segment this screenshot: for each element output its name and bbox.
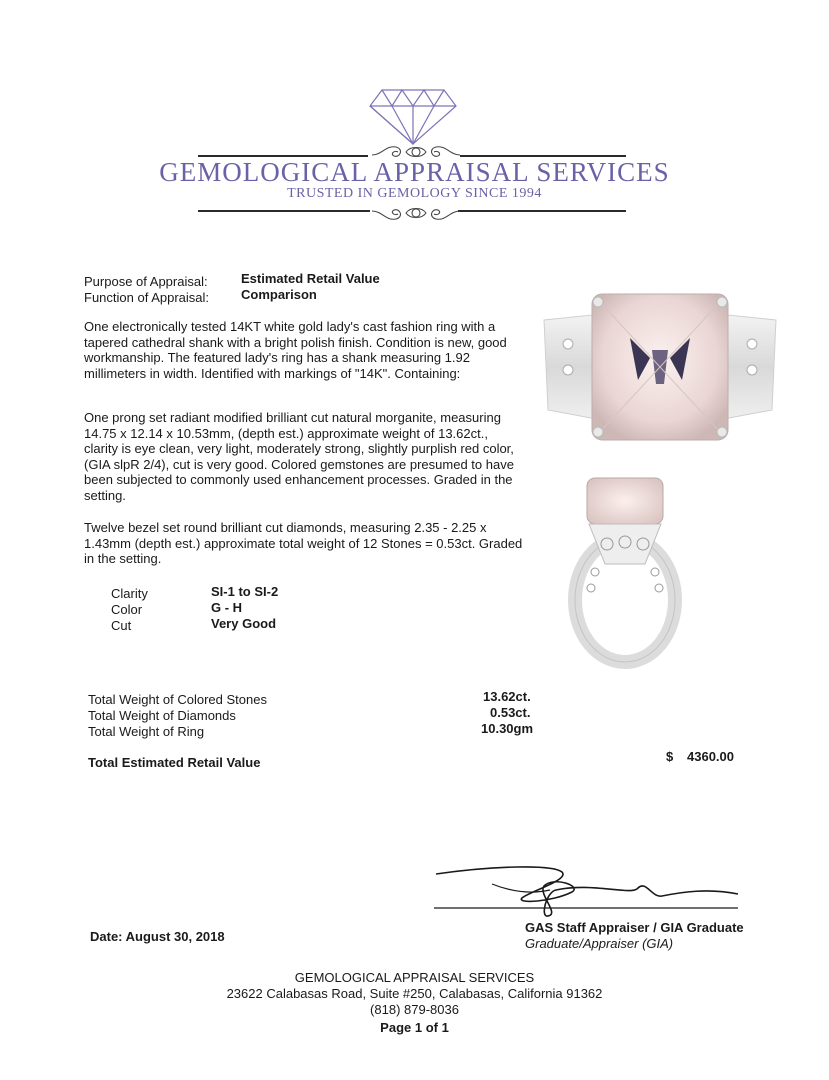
footer-company: GEMOLOGICAL APPRAISAL SERVICES <box>294 970 535 985</box>
footer-address: 23622 Calabasas Road, Suite #250, Calabasas, California 91362 <box>226 986 603 1001</box>
total-label: Total Weight of Colored Stones <box>88 692 267 707</box>
total-value: 13.62ct. <box>483 689 531 704</box>
ring-description-text: One electronically tested 14KT white gold lady's cast fashion ring with a tapered cathedral shank with a bright polish finish. Condition is new, good workmanship. The featured lady's ring has a shank measuring 1.92 millimeters in width. Identified with markings of "14K". Containing: <box>84 319 507 381</box>
estimated-value-label: Total Estimated Retail Value <box>88 755 261 770</box>
ring-description <box>84 319 524 381</box>
estimated-value-amount: 4360.00 <box>687 749 734 764</box>
logo <box>0 0 829 230</box>
company-tagline: TRUSTED IN GEMOLOGY SINCE 1994 <box>287 186 542 201</box>
grade-label: Clarity <box>111 586 148 601</box>
grade-label: Color <box>111 602 143 617</box>
purpose-value: Estimated Retail Value <box>241 271 380 286</box>
total-value: 10.30gm <box>481 721 534 736</box>
grade-label: Cut <box>111 618 132 633</box>
total-label: Total Weight of Diamonds <box>88 708 236 723</box>
grade-value: Very Good <box>211 616 277 631</box>
diamond-description <box>84 520 524 567</box>
stone-description-text: One prong set radiant modified brilliant cut natural morganite, measuring 14.75 x 12.14 x 10.53mm, (depth est.) approximate weight of 13.62ct., clarity is eye clean, very light, moderately strong, slightly purplish red color, (GIA slpR 2/4), cut is very good. Colored gemstones are presumed to have been subjected to commonly used enhancement processes. Graded in the setting. <box>84 410 514 503</box>
flourish-bottom-icon <box>370 201 462 225</box>
function-value: Comparison <box>241 287 317 302</box>
purpose-label: Purpose of Appraisal: <box>84 274 208 289</box>
diamond-logo-icon <box>368 88 458 146</box>
grade-value: SI-1 to SI-2 <box>211 584 279 599</box>
total-value: 0.53ct. <box>490 705 531 720</box>
footer-phone: (818) 879-8036 <box>370 1002 459 1017</box>
diamond-description-text: Twelve bezel set round brilliant cut diamonds, measuring 2.35 - 2.25 x 1.43mm (depth est.) approximate total weight of 12 Stones = 0.53ct. Graded in the setting. <box>84 520 523 567</box>
page-number: Page 1 of 1 <box>380 1020 449 1035</box>
function-label: Function of Appraisal: <box>84 290 210 305</box>
appraisal-date: Date: August 30, 2018 <box>90 929 225 944</box>
appraiser-title: GAS Staff Appraiser / GIA Graduate <box>525 920 744 935</box>
header-bottom-rule-right <box>458 210 626 212</box>
stone-description <box>84 410 524 504</box>
total-label: Total Weight of Ring <box>88 724 205 739</box>
signature <box>432 862 742 922</box>
grade-value: G - H <box>211 600 243 615</box>
appraiser-subtitle: Graduate/Appraiser (GIA) <box>525 936 674 951</box>
ring-side-view-photo <box>565 472 685 670</box>
ring-top-view-photo <box>540 288 780 448</box>
estimated-value-currency: $ <box>666 749 674 764</box>
header-bottom-rule <box>198 210 370 212</box>
company-name: GEMOLOGICAL APPRAISAL SERVICES <box>159 157 670 187</box>
